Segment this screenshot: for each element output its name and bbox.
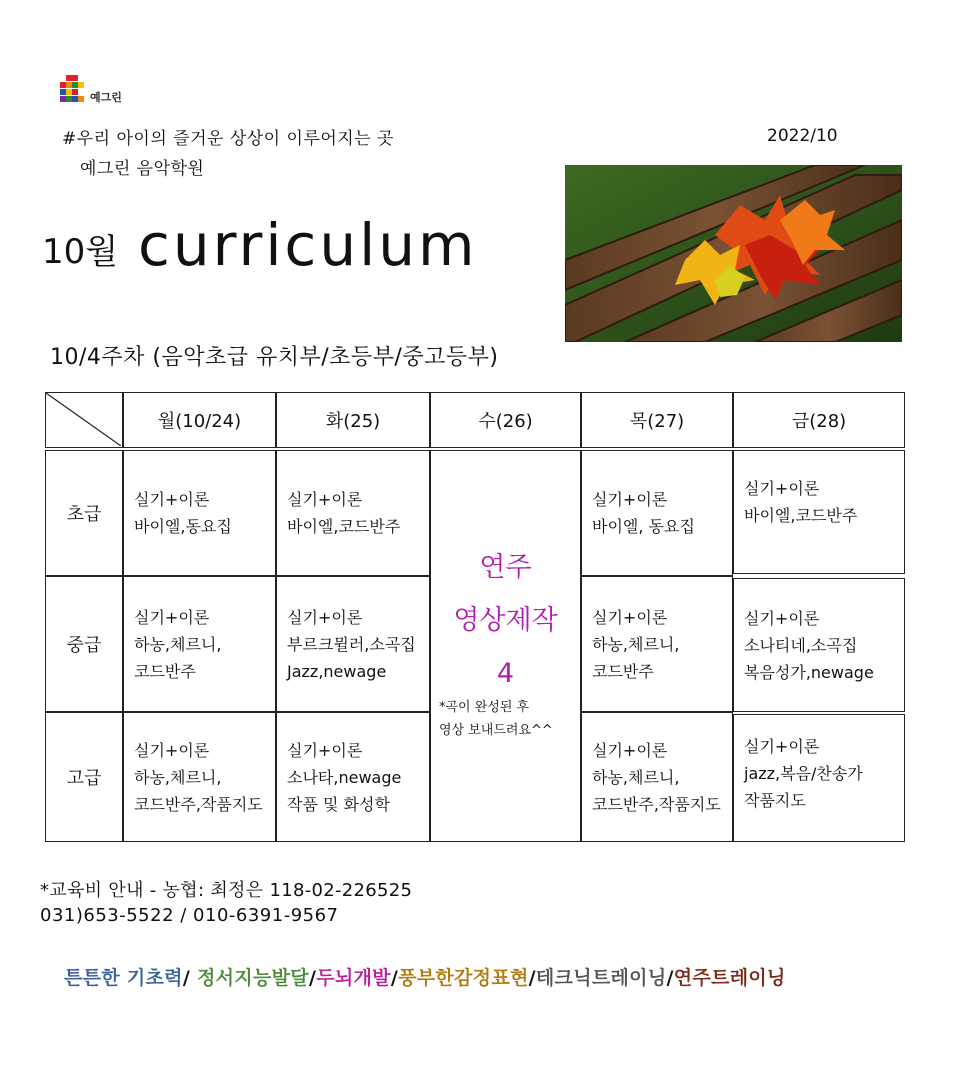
keyword-performance: 연주트레이닝 <box>673 967 786 989</box>
cell-advanced-mon: 실기+이론 하농,체르니, 코드반주,작품지도 <box>123 712 276 842</box>
keyword-emotional-intelligence: 정서지능발달 <box>197 967 309 989</box>
header-mon: 월(10/24) <box>123 392 276 448</box>
performance-video-note: *곡이 완성된 후 영상 보내드려요^^ <box>439 700 553 738</box>
cell-advanced-thu: 실기+이론 하농,체르니, 코드반주,작품지도 <box>581 712 733 842</box>
logo-blocks-icon <box>60 75 94 105</box>
header-tue: 화(25) <box>276 392 430 448</box>
document-date: 2022/10 <box>767 126 838 146</box>
academy-name: 예그린 음악학원 <box>80 159 205 179</box>
cell-advanced-tue: 실기+이론 소나타,newage 작품 및 화성학 <box>276 712 430 842</box>
level-beginner: 초급 <box>45 450 123 576</box>
keyword-brain-development: 두뇌개발 <box>316 967 391 989</box>
keyword-separator: / <box>182 967 197 989</box>
logo-text: 예그린 <box>90 91 122 104</box>
header-thu: 목(27) <box>581 392 733 448</box>
academy-logo <box>60 75 140 107</box>
keyword-separator: / <box>666 967 674 989</box>
cell-intermediate-thu: 실기+이론 하농,체르니, 코드반주 <box>581 576 733 712</box>
week-heading: 10/4주차 (음악초급 유치부/초등부/중고등부) <box>50 345 499 370</box>
program-keywords <box>64 963 786 990</box>
level-advanced: 고급 <box>45 712 123 842</box>
header-wed: 수(26) <box>430 392 581 448</box>
cell-beginner-fri: 실기+이론 바이엘,코드반주 <box>733 450 905 574</box>
header-fri: 금(28) <box>733 392 905 448</box>
tuition-info: *교육비 안내 - 농협: 최정은 118-02-226525 <box>40 880 413 901</box>
cell-wednesday-performance <box>430 450 581 842</box>
autumn-leaves-photo <box>565 165 902 342</box>
keyword-separator: / <box>528 967 536 989</box>
curriculum-table <box>45 392 905 842</box>
leaves-on-bench-image <box>565 165 902 342</box>
cell-beginner-tue: 실기+이론 바이엘,코드반주 <box>276 450 430 576</box>
cell-beginner-mon: 실기+이론 바이엘,동요집 <box>123 450 276 576</box>
cell-intermediate-fri: 실기+이론 소나티네,소곡집 복음성가,newage <box>733 578 905 712</box>
page-title: curriculum <box>138 211 478 279</box>
level-intermediate: 중급 <box>45 576 123 712</box>
slogan: #우리 아이의 즐거운 상상이 이루어지는 곳 <box>62 129 394 149</box>
cell-intermediate-mon: 실기+이론 하농,체르니, 코드반주 <box>123 576 276 712</box>
cell-intermediate-tue: 실기+이론 부르크뮐러,소곡집 Jazz,newage <box>276 576 430 712</box>
title-month: 10월 <box>42 232 119 272</box>
keyword-basics: 튼튼한 기초력 <box>64 967 183 989</box>
phone-numbers: 031)653-5522 / 010-6391-9567 <box>40 905 339 926</box>
keyword-technique: 테크닉트레이닝 <box>535 967 667 989</box>
corner-cell <box>45 392 123 448</box>
cell-beginner-thu: 실기+이론 바이엘, 동요집 <box>581 450 733 576</box>
cell-advanced-fri: 실기+이론 jazz,복음/찬송가 작품지도 <box>733 714 905 842</box>
diagonal-divider-icon <box>46 393 121 446</box>
keyword-expression: 풍부한감정표현 <box>398 967 529 989</box>
keyword-separator: / <box>308 967 317 989</box>
keyword-separator: / <box>390 967 399 989</box>
performance-video-title: 연주 영상제작 4 <box>453 552 558 689</box>
